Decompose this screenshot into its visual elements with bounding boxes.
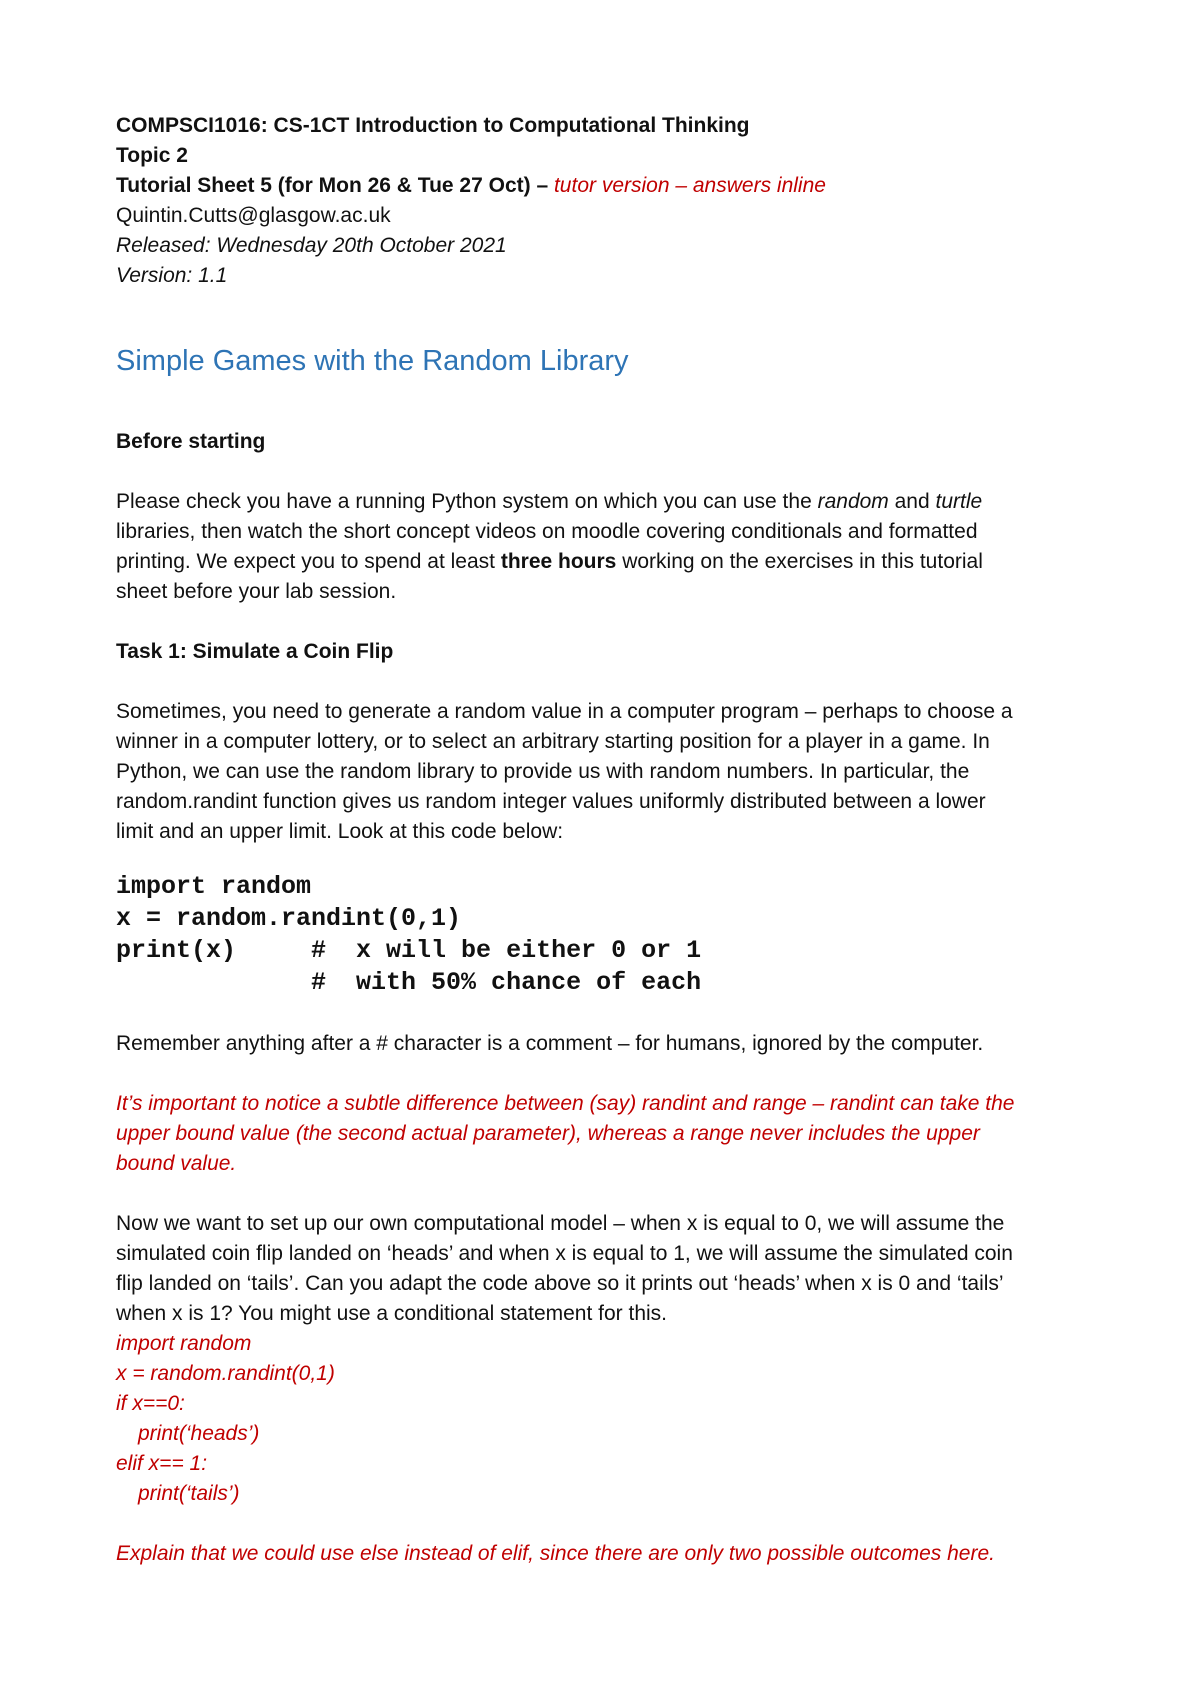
model-line: flip landed on ‘tails’. Can you adapt the code above so it prints out ‘heads’ when x is 0 and ‘tails’ bbox=[116, 1272, 1004, 1295]
version-label: Version: 1.1 bbox=[116, 264, 228, 287]
three-hours-emphasis: three hours bbox=[500, 550, 617, 573]
answer-code bbox=[116, 1329, 1096, 1509]
code-line: import random bbox=[116, 872, 312, 901]
answer-line: print(‘tails’) bbox=[138, 1482, 240, 1505]
answer-line: x = random.randint(0,1) bbox=[116, 1362, 335, 1385]
before-starting-heading: Before starting bbox=[116, 430, 266, 453]
tutor-version-label: tutor version – answers inline bbox=[553, 174, 826, 197]
answer-line: print(‘heads’) bbox=[138, 1422, 260, 1445]
intro-line: winner in a computer lottery, or to select an arbitrary starting position for a player in a game. In bbox=[116, 730, 990, 753]
random-word: random bbox=[817, 490, 889, 513]
model-line: Now we want to set up our own computational model – when x is equal to 0, we will assume the bbox=[116, 1212, 1005, 1235]
intro-line: Python, we can use the random library to provide us with random numbers. In particular, the bbox=[116, 760, 970, 783]
task1-intro bbox=[116, 697, 1096, 847]
intro-line: limit and an upper limit. Look at this code below: bbox=[116, 820, 564, 843]
course-title: COMPSCI1016: CS-1CT Introduction to Computational Thinking bbox=[116, 114, 750, 137]
and-word: and bbox=[888, 490, 936, 513]
before-text-2: libraries, then watch the short concept videos on moodle covering conditionals and formatted bbox=[116, 520, 978, 543]
tutor-note-line: It’s important to notice a subtle difference between (say) randint and range – randint can take the bbox=[116, 1092, 1015, 1115]
explain-note: Explain that we could use else instead of elif, since there are only two possible outcomes here. bbox=[116, 1542, 995, 1565]
page-title: Simple Games with the Random Library bbox=[116, 345, 629, 377]
comment-note: Remember anything after a # character is a comment – for humans, ignored by the computer. bbox=[116, 1032, 984, 1055]
intro-line: random.randint function gives us random integer values uniformly distributed between a lower bbox=[116, 790, 986, 813]
tutor-note-line: upper bound value (the second actual parameter), whereas a range never includes the upper bbox=[116, 1122, 980, 1145]
release-date: Released: Wednesday 20th October 2021 bbox=[116, 234, 507, 257]
code-example bbox=[116, 871, 1096, 999]
answer-line: elif x== 1: bbox=[116, 1452, 208, 1475]
email-address: Quintin.Cutts@glasgow.ac.uk bbox=[116, 204, 391, 227]
tutor-note-line: bound value. bbox=[116, 1152, 237, 1175]
before-text-1: Please check you have a running Python system on which you can use the bbox=[116, 490, 818, 513]
before-starting-paragraph bbox=[116, 487, 1096, 607]
before-text-3c: working on the exercises in this tutorial bbox=[616, 550, 983, 573]
code-line: # with 50% chance of each bbox=[116, 968, 702, 997]
model-paragraph bbox=[116, 1209, 1096, 1329]
model-line: when x is 1? You might use a conditional statement for this. bbox=[116, 1302, 667, 1325]
turtle-word: turtle bbox=[935, 490, 983, 513]
intro-line: Sometimes, you need to generate a random value in a computer program – perhaps to choose a bbox=[116, 700, 1013, 723]
task1-heading: Task 1: Simulate a Coin Flip bbox=[116, 640, 394, 663]
before-text-4: sheet before your lab session. bbox=[116, 580, 397, 603]
document-content bbox=[116, 111, 1096, 1569]
answer-line: if x==0: bbox=[116, 1392, 185, 1415]
model-line: simulated coin flip landed on ‘heads’ and when x is equal to 1, we will assume the simulated coin bbox=[116, 1242, 1013, 1265]
topic-label: Topic 2 bbox=[116, 144, 188, 167]
code-line: print(x) # x will be either 0 or 1 bbox=[116, 936, 702, 965]
tutor-note bbox=[116, 1089, 1096, 1179]
sheet-main: Tutorial Sheet 5 (for Mon 26 & Tue 27 Oct) – bbox=[116, 174, 554, 197]
sheet-line bbox=[116, 171, 1096, 201]
answer-line: import random bbox=[116, 1332, 252, 1355]
code-line: x = random.randint(0,1) bbox=[116, 904, 462, 933]
before-text-3a: printing. We expect you to spend at least bbox=[116, 550, 501, 573]
